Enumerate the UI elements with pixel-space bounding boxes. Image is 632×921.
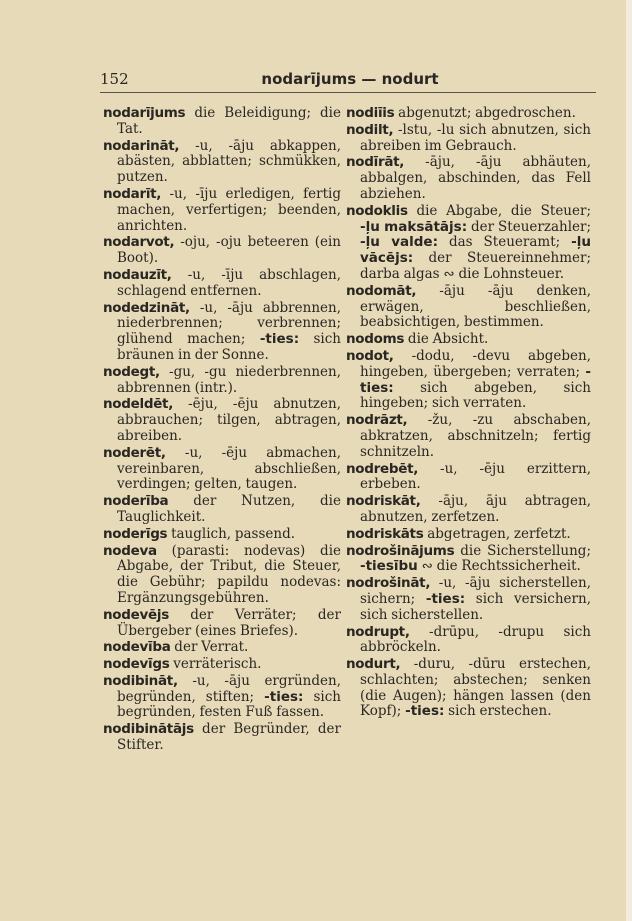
entry-definition: -dodu, -devu abgeben, hingeben, übergeben; verraten;	[360, 347, 591, 380]
right-column	[346, 106, 591, 721]
entry-definition: die Absicht.	[404, 331, 489, 348]
entry-headword: nodomāt,	[346, 282, 417, 299]
entry-definition: der Nutzen, die Tauglichkeit.	[117, 493, 341, 525]
entry-definition: -oju, -oju beteeren (ein Boot).	[117, 234, 341, 267]
entry-definition: -u, -ēju erzittern, erbeben.	[360, 460, 591, 493]
dictionary-entry	[346, 494, 591, 526]
entry-definition: das Steueramt;	[437, 234, 572, 251]
entry-definition: -u, -āju sicherstellen, sichern;	[360, 575, 591, 607]
dictionary-entry	[103, 722, 341, 754]
dictionary-entry	[346, 527, 591, 543]
entry-definition: -āju, āju abtragen, abnutzen, zerfetzen.	[360, 493, 591, 525]
dictionary-entry	[103, 139, 341, 186]
entry-definition: -lstu, -lu sich abnutzen, sich abreiben im Gebrauch.	[360, 121, 591, 154]
entry-headword: nodoms	[346, 331, 405, 348]
entry-definition: -ēju, -ēju abnutzen, abbrauchen; tilgen, abtragen, abreiben.	[117, 396, 341, 444]
dictionary-entry	[103, 106, 341, 138]
dictionary-entry	[103, 187, 341, 234]
entry-definition: die Beleidigung; die Tat.	[117, 105, 341, 137]
entry-headword: nodiīis	[346, 105, 395, 121]
entry-headword: nodriskāts	[346, 525, 424, 542]
dictionary-entry	[103, 268, 341, 300]
dictionary-entry	[346, 625, 591, 657]
entry-definition: -u, -āju ergründen, begründen, stiften;	[117, 672, 341, 705]
entry-definition: tauglich, passend.	[167, 525, 296, 542]
header-rule	[100, 92, 596, 93]
dictionary-entry	[103, 235, 341, 267]
dictionary-entry	[346, 123, 591, 155]
left-column	[103, 106, 341, 755]
entry-headword: nodevējs	[103, 606, 169, 623]
dictionary-entry	[103, 657, 341, 673]
dictionary-entry	[103, 544, 341, 607]
entry-definition: -u, -āju abbrennen, niederbrennen; verbrennen; glühend machen;	[117, 299, 341, 348]
entry-headword: nodedzināt,	[103, 299, 190, 316]
entry-definition: -āju, -āju abhäuten, abbalgen, abschinden, das Fell abziehen.	[360, 154, 591, 202]
entry-definition: abgetragen, zerfetzt.	[423, 525, 571, 542]
entry-headword: nodegt,	[103, 363, 160, 380]
dictionary-entry	[103, 494, 341, 526]
entry-bold-phrase: -ties:	[360, 363, 591, 396]
entry-definition: -žu, -zu abschaben, abkratzen, abschnitzeln; fertig schnitzeln.	[360, 412, 591, 460]
entry-definition: der Begründer, der Stifter.	[117, 721, 341, 754]
entry-headword: nodoklis	[346, 202, 408, 219]
entry-headword: nodrebēt,	[346, 460, 419, 477]
entry-definition: -gu, -gu niederbrennen, abbrennen (intr.).	[117, 363, 341, 396]
entry-bold-phrase: -ties:	[405, 703, 445, 720]
entry-definition: der Steuerzahler;	[467, 218, 592, 235]
entry-definition: sich bräunen in der Sonne.	[117, 331, 341, 363]
entry-headword: nodeva	[103, 542, 157, 559]
entry-headword: nodurt,	[346, 656, 401, 673]
dictionary-entry	[103, 527, 341, 543]
dictionary-entry	[346, 284, 591, 331]
entry-headword: nodrāzt,	[346, 412, 408, 429]
entry-headword: noderība	[103, 493, 169, 510]
entry-definition: sich versichern, sich sicherstellen.	[360, 590, 591, 623]
dictionary-entry	[346, 349, 591, 412]
entry-headword: nodevība	[103, 639, 171, 656]
dictionary-entry	[103, 640, 341, 656]
entry-headword: noderēt,	[103, 444, 166, 461]
entry-headword: nodrupt,	[346, 623, 410, 640]
entry-headword: nodevīgs	[103, 656, 170, 673]
entry-definition: -u, -īju erledigen, fertig machen, verfertigen; beenden, anrichten.	[117, 185, 341, 234]
dictionary-entry	[346, 332, 591, 348]
entry-headword: nodauzīt,	[103, 266, 172, 283]
entry-bold-phrase: -tiesību	[360, 558, 418, 575]
entry-headword: nodarīt,	[103, 185, 162, 202]
entry-definition: -u, -īju abschlagen, schlagend entfernen.	[117, 266, 341, 299]
entry-definition: sich abgeben, sich hingeben; sich verraten.	[360, 379, 591, 412]
entry-definition: der Verrat.	[170, 639, 249, 656]
entry-definition: -āju -āju denken, erwägen, beschließen, beabsichtigen, bestimmen.	[360, 282, 591, 331]
entry-headword: nodarvot,	[103, 234, 175, 251]
dictionary-entry	[346, 657, 591, 720]
entry-definition: die Sicherstellung;	[454, 542, 591, 559]
dictionary-entry	[103, 674, 341, 721]
entry-definition: (parasti: nodevas) die Abgabe, der Tribut, die Steuer, die Gebühr; papildu nodevas: Ergänzungsgebühren.	[117, 542, 341, 606]
entry-headword: nodriskāt,	[346, 493, 421, 510]
dictionary-entry	[103, 301, 341, 364]
entry-definition: verräterisch.	[169, 656, 262, 673]
dictionary-entry	[103, 397, 341, 444]
entry-headword: nodilt,	[346, 121, 394, 138]
entry-definition: -drūpu, -drupu sich abbröckeln.	[360, 623, 591, 656]
entry-headword: nodīrāt,	[346, 154, 405, 171]
entry-headword: nodarījums	[103, 105, 186, 121]
dictionary-entry	[103, 608, 341, 640]
dictionary-entry	[103, 446, 341, 493]
entry-headword: nodrošināt,	[346, 575, 431, 592]
entry-definition: der Steuereinnehmer; darba algas ∾ die Lohnsteuer.	[360, 250, 591, 282]
dictionary-entry	[346, 106, 591, 122]
dictionary-entry	[346, 576, 591, 623]
entry-headword: nodibinātājs	[103, 721, 194, 738]
dictionary-entry	[346, 413, 591, 460]
entry-headword: nodibināt,	[103, 672, 178, 689]
dictionary-entry	[346, 155, 591, 202]
entry-bold-phrase: -ties:	[264, 688, 304, 705]
entry-definition: der Verräter; der Übergeber (eines Briefes).	[117, 606, 341, 639]
entry-bold-phrase: -ties:	[259, 331, 300, 348]
entry-headword: nodrošinājums	[346, 542, 455, 559]
page-header	[100, 70, 600, 92]
entry-definition: sich begründen, festen Fuß fassen.	[117, 688, 342, 721]
page-number: 152	[100, 70, 129, 88]
entry-definition: abgenutzt; abgedroschen.	[394, 105, 576, 121]
entry-headword: nodeldēt,	[103, 396, 174, 413]
dictionary-entry	[346, 462, 591, 494]
entry-definition: die Abgabe, die Steuer;	[407, 202, 591, 219]
entry-bold-phrase: -ties:	[425, 590, 466, 607]
entry-bold-phrase: -ļu vācējs:	[360, 234, 591, 267]
entry-headword: nodarināt,	[103, 137, 180, 154]
entry-bold-phrase: -ļu valde:	[360, 234, 438, 251]
dictionary-entry	[103, 365, 341, 397]
entry-bold-phrase: -ļu maksātājs:	[360, 218, 468, 235]
entry-definition: -u, -āju abkappen, abästen, abblatten; schmükken, putzen.	[117, 137, 341, 186]
entry-headword: nodot,	[346, 347, 394, 364]
entry-definition: -u, -ēju abmachen, vereinbaren, abschließen, verdingen; gelten, taugen.	[117, 444, 341, 493]
running-head: nodarījums — nodurt	[261, 70, 439, 88]
entry-headword: noderīgs	[103, 525, 168, 542]
entry-definition: -duru, -dūru erstechen, schlachten; abstechen; senken (die Augen); hängen lassen (den Kopf);	[360, 656, 591, 720]
entry-definition: sich erstechen.	[444, 703, 552, 720]
dictionary-entry	[346, 544, 591, 576]
dictionary-entry	[346, 204, 591, 283]
entry-definition: ∾ die Rechtssicherheit.	[417, 558, 581, 575]
